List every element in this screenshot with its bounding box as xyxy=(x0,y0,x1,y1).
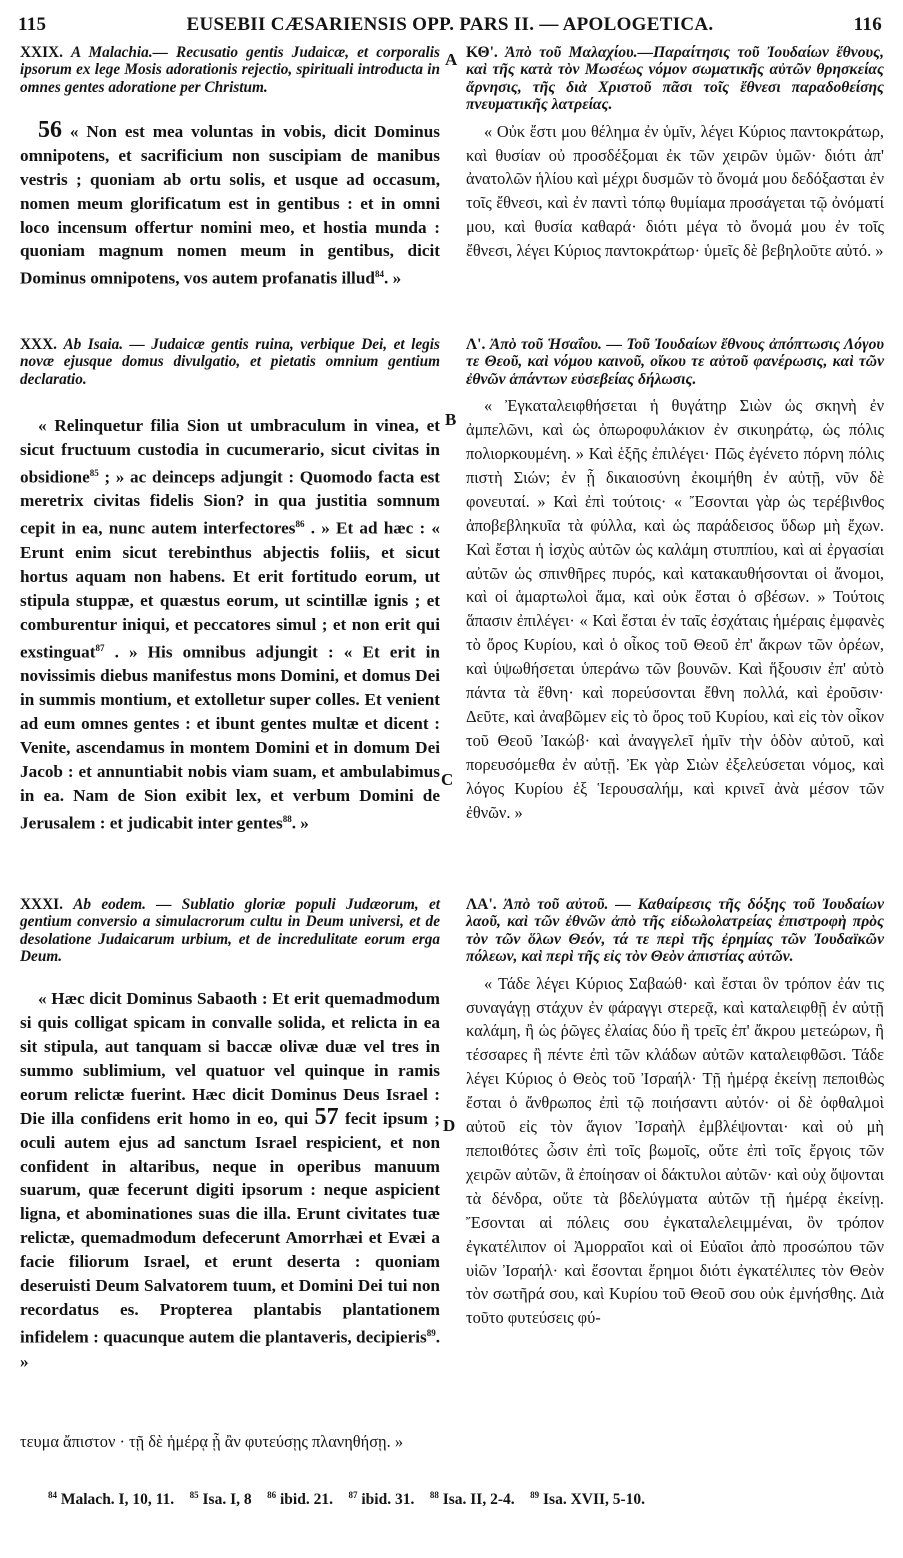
margin-page-56: 56 xyxy=(38,116,62,143)
page-number-right: 116 xyxy=(853,14,882,35)
latin-section-29 xyxy=(20,44,440,336)
footnote: $^{84}$ Malach. I, 10, 11. xyxy=(48,1490,175,1509)
running-title: EUSEBII CÆSARIENSIS OPP. PARS II. — APOLOGETICA. xyxy=(186,14,714,35)
greek-text-29: « Οὐκ ἔστι μου θέλημα ἐν ὑμῖν, λέγει Κύριος παντοκράτωρ, καὶ θυσίαν οὐ προσδέξομαι ἐκ τῶν χειρῶν ὑμῶν· διότι ἀπ' ἀνατολῶν ἡλίου καὶ μέχρι δυσμῶν τὸ ὄνομά μου δεδόξασται ἐν τοῖς ἔθνεσι, καὶ ἐν παντὶ τόπῳ θυμίαμα προσάγεται τῷ ὀνόματί μου, καὶ θυσία καθαρά· διότι μέγα τὸ ὄνομά μου ἐν τοῖς ἔθνεσι, λέγει Κύριος παντοκράτωρ· ὑμεῖς δὲ βεβηλοῦτε αὐτό. » xyxy=(466,121,884,261)
latin-section-31 xyxy=(20,896,440,1373)
footnote: $^{85}$ Isa. I, 8 xyxy=(189,1490,252,1509)
greek-column xyxy=(466,44,884,1330)
footnote: $^{88}$ Isa. II, 2-4. xyxy=(429,1490,515,1509)
footnote: $^{89}$ Isa. XVII, 5-10. xyxy=(530,1490,646,1509)
footnote: $^{86}$ ibid. 21. xyxy=(267,1490,333,1509)
greek-text-31: « Τάδε λέγει Κύριος Σαβαώθ· καὶ ἔσται ὃν τρόπον ἐάν τις συναγάγῃ στάχυν ἐν φάραγγι στερεᾷ, καὶ καταλειφθῇ ἐν αὐτῇ καλάμη, ἢ ὡς ῥῶγες ἐλαίας δύο ἢ τρεῖς ἐπ' ἄκρου μετεώρων, ἢ τέσσαρες ἢ πέντε ἐπὶ τῶν κλάδων αὐτῶν καταλειφθῶσι. Τάδε λέγει Κύριος ὁ Θεὸς τοῦ Ἰσραήλ· Τῇ ἡμέρᾳ ἐκείνῃ πεποιθὼς ἔσται ὁ ἄνθρωπος ἐπὶ τῷ ποιήσαντι αὐτόν· οἱ δὲ ὀφθαλμοὶ αὐτοῦ εἰς τὸν ἅγιον Ἰσραὴλ ἐμβλέψονται· καὶ οὐ μὴ πεποιθότες ὦσιν ἐπὶ τοῖς βωμοῖς, οὔτε ἐπὶ τοῖς ἔργοις τῶν χειρῶν αὐτῶν, ἃ ἐποίησαν οἱ δάκτυλοι αὐτῶν· καὶ οὐχ ὄψονται τὰ δένδρα, οὔτε τὰ βδελύγματα αὐτῶν τῇ ἡμέρᾳ ἐκείνῃ. Ἔσονται αἱ πόλεις σου ἐγκαταλελειμμέναι, ὃν τρόπον ἐγκατέλιπον οἱ Ἀμορραῖοι καὶ οἱ Εὐαῖοι ἀπὸ προσώπου τῶν υἱῶν Ἰσραήλ· καὶ ἔσονται ἔρημοι διότι ἐγκατέλιπες τὸν Θεὸν τὸν σωτῆρά σου, καὶ Κυρίου τοῦ Θεοῦ σου οὐκ ἐμνήσθης. Διὰ τοῦτο φυτεύσεις φύ- xyxy=(466,973,884,1328)
page-header xyxy=(18,14,882,42)
latin-text-29: 56 « Non est mea voluntas in vobis, dicit Dominus omnipotens, et sacrificium non suscipiam de manibus vestris ; quoniam ab ortu solis, et usque ad occasum, nomen meum glorificatum est in gentibus : et in omni loco incensum offertur nomini meo, et hostia munda : quoniam magnum nomen meum in gentibus, dicit Dominus omnipotens, vos autem profanatis illud$^{84}$. » xyxy=(20,116,440,289)
latin-text-30: « Relinquetur filia Sion ut umbraculum in vinea, et sicut fructuum custodia in cucumerario, sicut civitas in obsidione$^{85}$ ; » ac deinceps adjungit : Quomodo facta est meretrix civitas fidelis Sion? in qua justitia somnum cepit in ea, nunc autem interfectores$^{86}$ . » Et ad hæc : « Erunt enim sicut terebinthus abjectis foliis, et sicut hortus aquam non habens. Et erit fortitudo eorum, ut stipula stuppæ, et quæstus eorum, ut scintillæ ignis ; et comburentur iniqui, et peccatores simul ; et non erit qui exstinguat$^{87}$ . » His omnibus adjungit : « Et erit in novissimis diebus manifestus mons Domini, et domus Dei in summis montium, et extolletur super colles. Et venient ad eum omnes gentes : et ibunt gentes multæ et dicent : Venite, ascendamus in montem Domini et in domum Dei Jacob : et annuntiabit nobis viam suam, et ambulabimus in ea. Nam de Sion exibit lex, et verbum Domini de Jerusalem : et judicabit inter gentes$^{88}$. » xyxy=(20,415,441,833)
margin-letter-b: B xyxy=(445,410,457,429)
margin-letter-d: D xyxy=(443,1116,456,1135)
margin-letter-c: C xyxy=(441,770,454,789)
greek-text-30: « Ἐγκαταλειφθήσεται ἡ θυγάτηρ Σιὼν ὡς σκηνὴ ἐν ἀμπελῶνι, καὶ ὡς ὀπωροφυλάκιον ἐν σικυηράτῳ, ὡς πόλις πολιορκουμένη. » Καὶ ἑξῆς ἐπιλέγει· Πῶς ἐγένετο πόρνη πόλις πιστὴ Σιών; ἐν ᾗ δικαιοσύνη ἐκοιμήθη ἐν αὐτῇ, νῦν δὲ φονευταί. » Καὶ ἐπὶ τούτοις· « Ἔσονται γὰρ ὡς τερέβινθος ἀποβεβληκυῖα τὰ φύλλα, καὶ ὡς παράδεισος ὕδωρ μὴ ἔχων. Καὶ ἔσται ἡ ἰσχὺς αὐτῶν ὡς καλάμη στυππίου, καὶ αἱ ἐργασίαι αὐτῶν ὡς σπινθῆρες πυρός, καὶ κατακαυθήσονται οἱ ἄνομοι, καὶ οἱ ἁμαρτωλοὶ ἅμα, καὶ οὐκ ἔσται ὁ σβέσων. » Τούτοις ἅπασιν ἐπιλέγει· « Καὶ ἔσται ἐν ταῖς ἐσχάταις ἡμέραις ἐμφανὲς τὸ ὄρος Κυρίου, καὶ ὁ οἶκος τοῦ Θεοῦ ἐπ' ἄκρων τῶν ὀρέων, καὶ ὑψωθήσεται ὑπεράνω τῶν βουνῶν. Καὶ ἥξουσιν ἐπ' αὐτὸ πάντα τὰ ἔθνη· καὶ πορεύσονται ἔθνη πολλά, καὶ ἐροῦσιν· Δεῦτε, καὶ ἀναβῶμεν εἰς τὸ ὄρος τοῦ Κυρίου, καὶ εἰς τὸν οἶκον τοῦ Θεοῦ Ἰακώβ· καὶ ἀναγγελεῖ ἡμῖν τὴν ὁδὸν αὐτοῦ, καὶ πορευσόμεθα ἐν αὐτῇ. Ἐκ γὰρ Σιὼν ἐξελεύσεται νόμος, καὶ λόγος Κυρίου ἐξ Ἱερουσαλήμ, καὶ κρινεῖ ἀνὰ μέσον τῶν ἐθνῶν. » xyxy=(466,396,884,822)
greek-heading-29: ΚΘ'. Ἀπὸ τοῦ Μαλαχίου.—Παραίτησις τοῦ Ἰουδαίων ἔθνους, καὶ τῆς κατὰ τὸν Μωσέως νόμον σωματικῆς αὐτῶν θρησκείας ἄρνησις, τῆς διὰ Χριστοῦ πᾶσι τοῖς ἔθνεσι παραδοθείσης πνευματικῆς λατρείας. xyxy=(466,44,884,114)
latin-column xyxy=(20,44,440,1373)
latin-text-31: « Hæc dicit Dominus Sabaoth : Et erit quemadmodum si quis colligat spicam in convalle solida, et relicta in ea sit stipula, aut tanquam si baccæ olivæ duæ vel tres in summo sublimium, vel quatuor vel quinque in ramis eorum relictæ fuerint. Hæc dicit Dominus Deus Israel : Die illa confidens erit homo in eo, qui 57 fecit ipsum ; oculi autem ejus ad sanctum Israel respicient, et non confident in altaribus, neque in operibus manuum suarum, quæ fecerunt digiti ipsorum : neque aspicient ligna, et abominationes suas die illa. Erunt civitates tuæ relictæ, quemadmodum defecerunt Amorrhæi et Evæi a facie filiorum Israel, et erunt deserta : quoniam deseruisti Deum Salvatorem tuum, et Domini Dei tui non recordatus es. Propterea plantabis plantationem infidelem : quacunque autem die plantaveris, decipieris$^{89}$. » xyxy=(20,989,441,1371)
margin-letter-a: A xyxy=(445,50,458,69)
latin-heading-30: XXX. Ab Isaia. — Judaicæ gentis ruina, verbique Dei, et legis novæ ejusque domus divulgatio, et pietatis omnium gentium declaratio. xyxy=(20,336,441,388)
greek-continuation-line: τευμα ἄπιστον · τῇ δὲ ἡμέρᾳ ᾗ ἂν φυτεύσῃς πλανηθήσῃ. » xyxy=(20,1432,404,1451)
page-number-left: 115 xyxy=(18,14,47,35)
latin-section-30 xyxy=(20,336,440,896)
greek-section-31 xyxy=(466,896,884,1330)
greek-heading-31: ΛΑ'. Ἀπὸ τοῦ αὐτοῦ. — Καθαίρεσις τῆς δόξης τοῦ Ἰουδαίων λαοῦ, καὶ τῶν ἐθνῶν ἀπὸ τῆς εἰδωλολατρείας ἐπιστροφὴ πρὸς τὸν τῶν ὅλων Θεόν, τά τε περὶ τῆς ἐρημίας τῶν Ἰουδαϊκῶν πόλεων, καὶ περὶ τῆς εἰς τὸν Θεὸν ἀπιστίας αὐτῶν. xyxy=(466,896,884,966)
greek-heading-30: Λ'. Ἀπὸ τοῦ Ἡσαΐου. — Τοῦ Ἰουδαίων ἔθνους ἀπόπτωσις Λόγου τε Θεοῦ, καὶ νόμου καινοῦ, οἴκου τε αὐτοῦ φανέρωσις, καὶ τῶν ἐθνῶν ἁπάντων εὐσεβείας δήλωσις. xyxy=(466,336,885,388)
greek-section-29 xyxy=(466,44,884,336)
footnote: $^{87}$ ibid. 31. xyxy=(348,1490,415,1509)
greek-section-30 xyxy=(466,336,884,896)
footnotes xyxy=(48,1490,888,1509)
latin-heading-31: XXXI. Ab eodem. — Sublatio gloriæ populi Judæorum, et gentium conversio a simulacrorum cultu in Deum universi, et de desolatione Judaicarum urbium, et de incredulitate eorum erga Deum. xyxy=(20,896,441,965)
latin-heading-29: XXIX. A Malachia.— Recusatio gentis Judaicæ, et corporalis ipsorum ex lege Mosis adorationis rejectio, spirituali introducta in omnes gentes adoratione per Christum. xyxy=(20,44,441,96)
margin-page-57: 57 xyxy=(314,1103,339,1130)
